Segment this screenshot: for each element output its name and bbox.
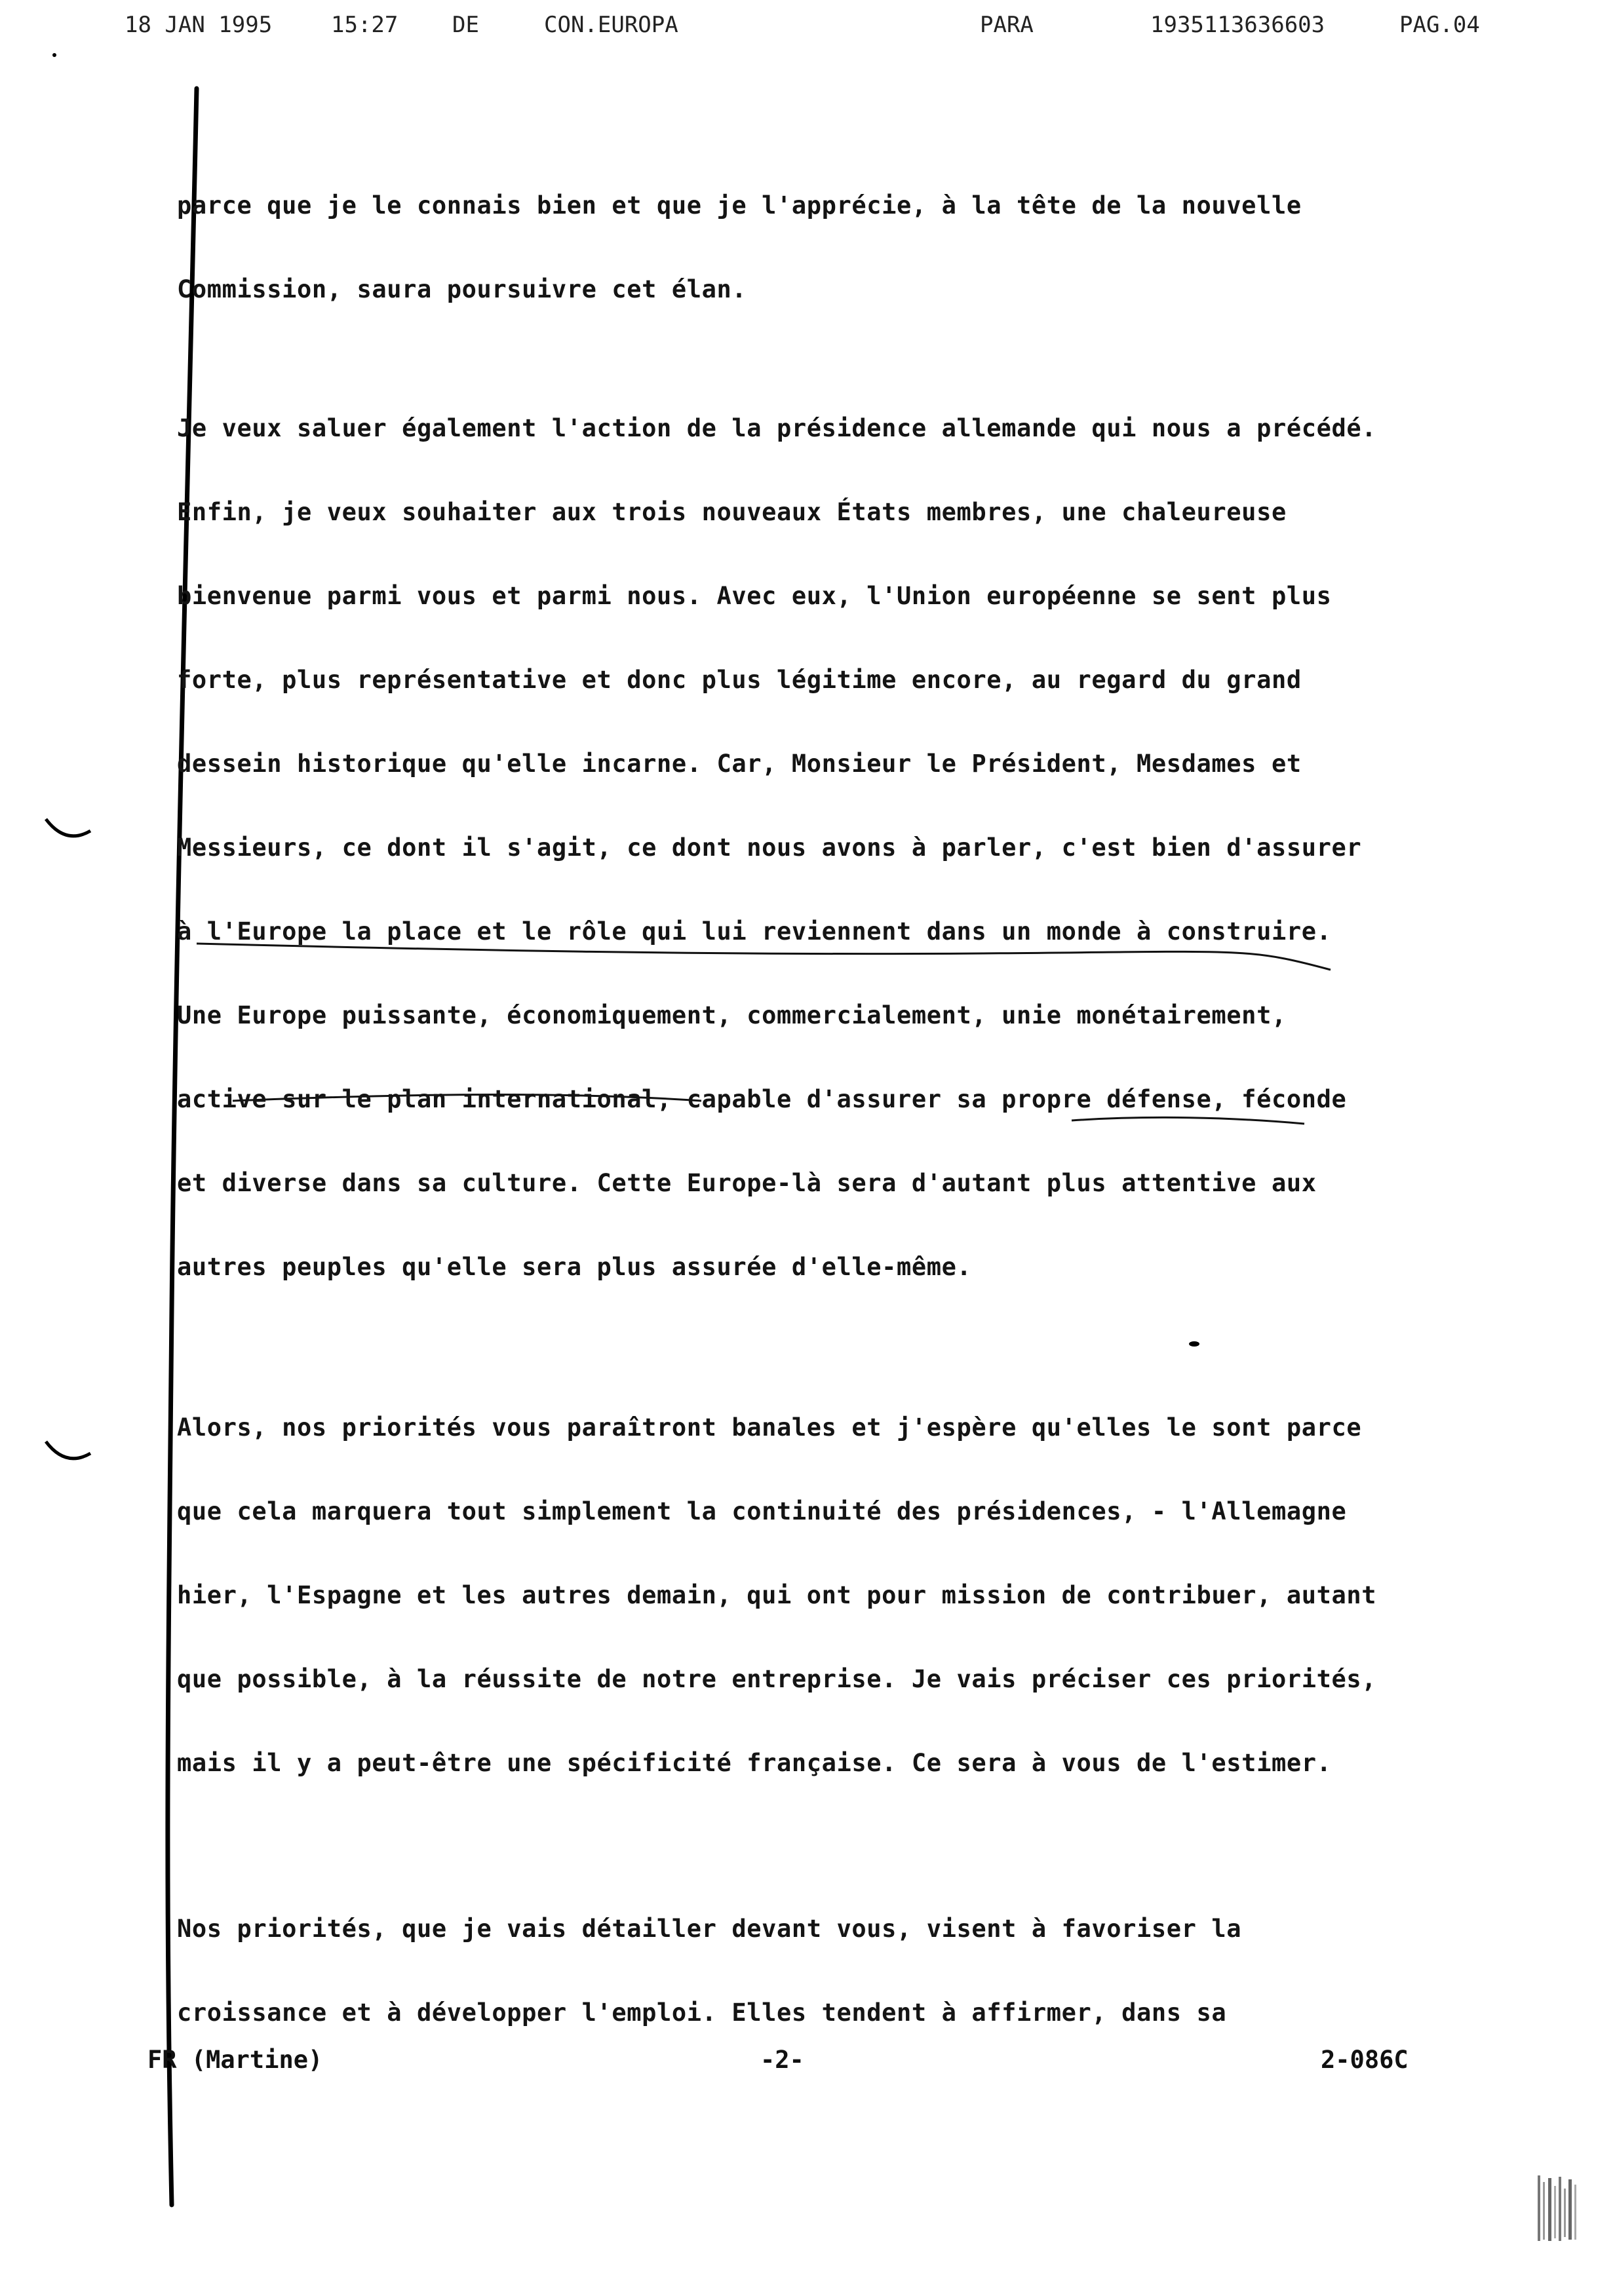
page-footer (0, 2046, 1615, 2085)
text-line: Une Europe puissante, économiquement, commercialement, unie monétairement, (177, 1001, 1287, 1029)
text-line: Nos priorités, que je vais détailler devant vous, visent à favoriser la (177, 1915, 1242, 1943)
scan-dot (51, 51, 58, 59)
text-line: Commission, saura poursuivre cet élan. (177, 275, 747, 303)
text-line: bienvenue parmi vous et parmi nous. Avec eux, l'Union européenne se sent plus (177, 582, 1332, 610)
punch-hole-mark (39, 1435, 98, 1474)
text-line: croissance et à développer l'emploi. Elles tendent à affirmer, dans sa (177, 1999, 1227, 2027)
fax-number: 1935113636603 (1150, 12, 1325, 38)
text-line: que cela marquera tout simplement la continuité des présidences, - l'Allemagne (177, 1497, 1347, 1525)
text-line: mais il y a peut-être une spécificité française. Ce sera à vous de l'estimer. (177, 1749, 1332, 1777)
scan-dot (1186, 1340, 1202, 1348)
fax-from-label: DE (452, 12, 479, 38)
fax-time: 15:27 (331, 12, 399, 38)
text-line: Enfin, je veux souhaiter aux trois nouveaux États membres, une chaleureuse (177, 498, 1287, 526)
text-line: à l'Europe la place et le rôle qui lui reviennent dans un monde à construire. (177, 917, 1332, 946)
text-line: hier, l'Espagne et les autres demain, qui ont pour mission de contribuer, autant (177, 1581, 1377, 1609)
text-line: dessein historique qu'elle incarne. Car, Monsieur le Président, Mesdames et (177, 750, 1302, 778)
scanner-stamp (1534, 2169, 1586, 2248)
punch-hole-mark (39, 813, 98, 852)
paragraph-1 (177, 164, 1475, 332)
text-line: Je veux saluer également l'action de la présidence allemande qui nous a précédé. (177, 414, 1377, 442)
page-number: -2- (760, 2046, 804, 2074)
fax-date: 18 JAN 1995 (125, 12, 273, 38)
paragraph-3 (177, 1386, 1475, 1805)
text-line: Alors, nos priorités vous paraîtront banales et j'espère qu'elles le sont parce (177, 1413, 1362, 1442)
paragraph-4 (177, 1887, 1475, 2055)
text-line: active sur le plan international, capable d'assurer sa propre défense, féconde (177, 1085, 1347, 1113)
fax-page: PAG.04 (1399, 12, 1480, 38)
fax-to-label: PARA (980, 12, 1034, 38)
text-line: et diverse dans sa culture. Cette Europe-là sera d'autant plus attentive aux (177, 1169, 1317, 1197)
text-line: Messieurs, ce dont il s'agit, ce dont nous avons à parler, c'est bien d'assurer (177, 833, 1362, 862)
document-code: 2-086C (1321, 2046, 1409, 2074)
text-line: forte, plus représentative et donc plus légitime encore, au regard du grand (177, 666, 1302, 694)
text-line: autres peuples qu'elle sera plus assurée d'elle-même. (177, 1253, 972, 1281)
paragraph-2 (177, 387, 1475, 1309)
text-line: parce que je le connais bien et que je l'apprécie, à la tête de la nouvelle (177, 191, 1302, 220)
footer-author: FR (Martine) (147, 2046, 323, 2074)
fax-from: CON.EUROPA (544, 12, 678, 38)
text-line: que possible, à la réussite de notre entreprise. Je vais préciser ces priorités, (177, 1665, 1377, 1693)
